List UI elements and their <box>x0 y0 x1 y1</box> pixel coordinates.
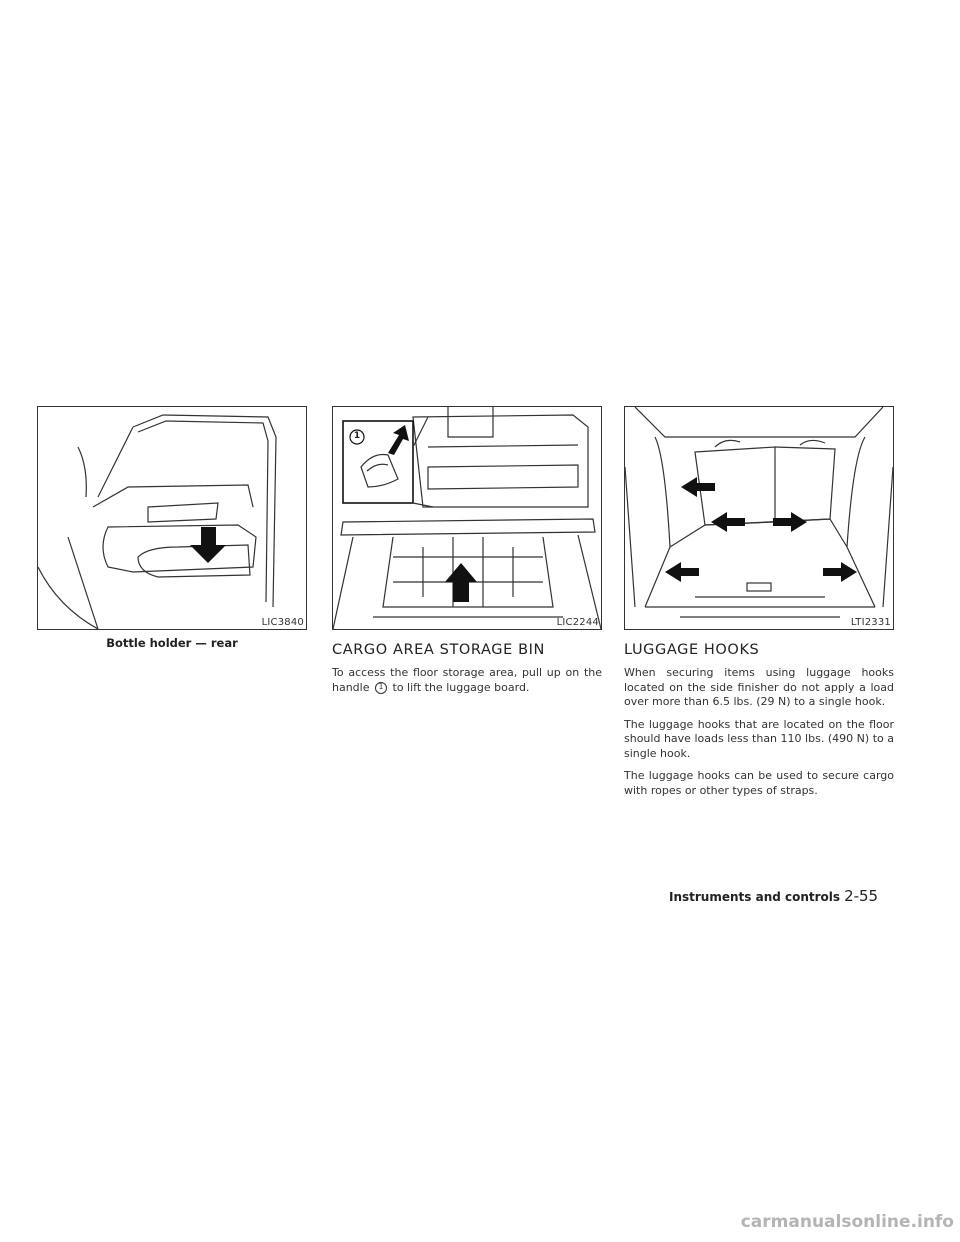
bottle-holder-illustration <box>37 406 307 630</box>
luggage-hooks-paragraph-2: The luggage hooks that are located on the floor should have loads less than 110 lbs. (490 N) to a single hook. <box>624 717 894 760</box>
figure-code: LTI2331 <box>850 617 891 628</box>
section-heading: CARGO AREA STORAGE BIN <box>332 642 545 658</box>
callout-1-label: 1 <box>353 431 361 441</box>
callout-1-icon: 1 <box>375 682 387 694</box>
rear-door-drawing <box>38 407 306 629</box>
page-footer <box>669 887 878 905</box>
storage-bin-column <box>332 406 602 695</box>
storage-bin-paragraph <box>332 666 602 695</box>
footer-section-title: Instruments and controls <box>669 890 841 904</box>
bottle-holder-column <box>37 406 307 650</box>
paragraph-text: to lift the luggage board. <box>392 680 530 694</box>
watermark: carmanualsonline.info <box>740 1212 954 1232</box>
page-number: 2-55 <box>844 887 879 905</box>
luggage-hooks-column <box>624 406 894 798</box>
paragraph-text: To access the floor storage area, pull up on the handle <box>332 666 602 694</box>
luggage-hooks-illustration <box>624 406 894 630</box>
cargo-area-drawing <box>625 407 893 629</box>
luggage-board-drawing <box>333 407 601 629</box>
figure-code: LIC2244 <box>556 617 599 628</box>
luggage-hooks-paragraph-3: The luggage hooks can be used to secure cargo with ropes or other types of straps. <box>624 769 894 797</box>
figure-caption: Bottle holder — rear <box>106 636 238 650</box>
figure-code: LIC3840 <box>261 617 304 628</box>
section-heading: LUGGAGE HOOKS <box>624 642 760 658</box>
storage-bin-illustration <box>332 406 602 630</box>
luggage-hooks-paragraph-1: When securing items using luggage hooks located on the side finisher do not apply a load over more than 6.5 lbs. (29 N) to a single hook. <box>624 666 894 708</box>
